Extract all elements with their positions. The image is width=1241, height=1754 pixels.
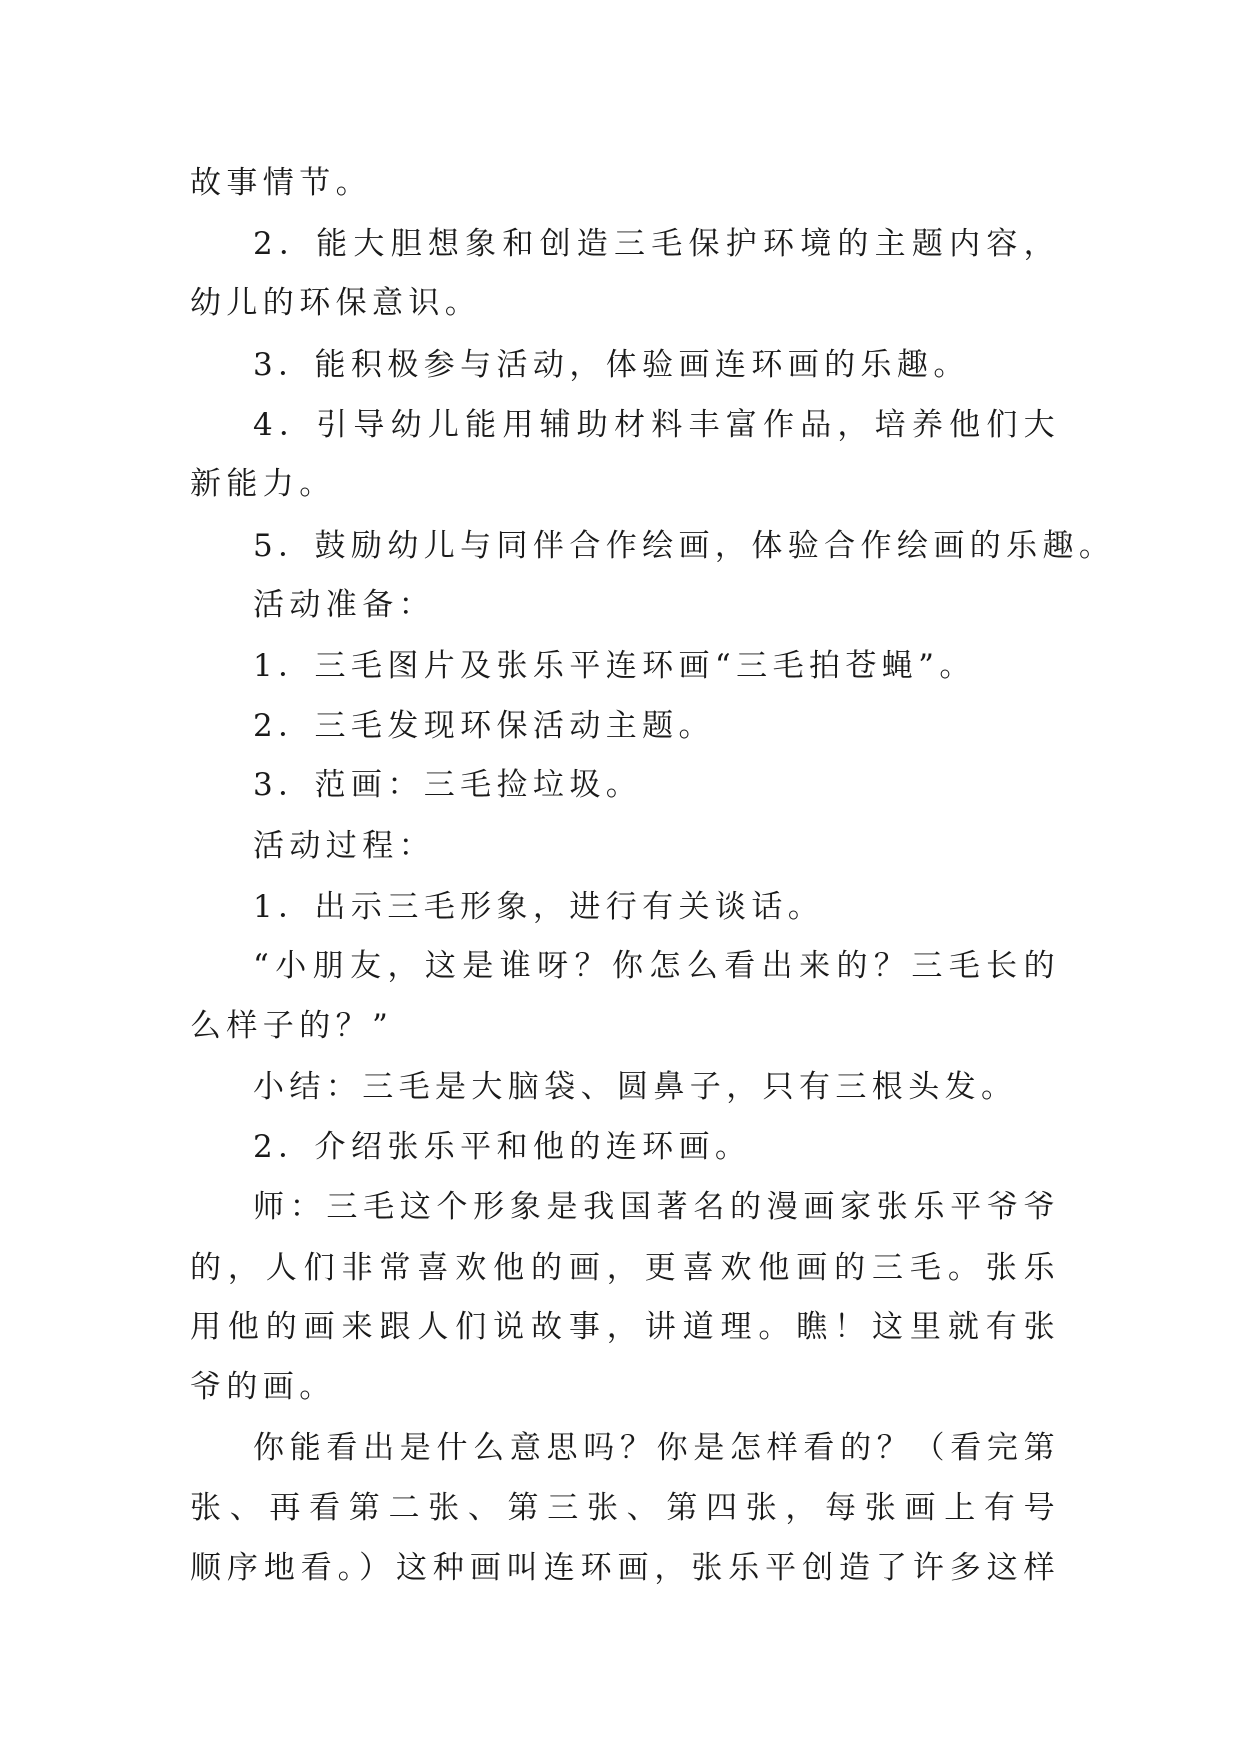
text-line: “小朋友，这是谁呀？你怎么看出来的？三毛长的 [253,948,1060,984]
text-line: 新能力。 [190,466,336,502]
text-line: 你能看出是什么意思吗？你是怎样看的？（看完第 [253,1430,1060,1466]
text-line: 张、再看第二张、第三张、第四张，每张画上有号 [190,1490,1060,1526]
text-line: 顺序地看。）这种画叫连环画，张乐平创造了许多这样 [190,1550,1060,1586]
text-line: 2．介绍张乐平和他的连环画。 [253,1129,752,1165]
text-line: 爷的画。 [190,1369,336,1405]
text-line: 2．三毛发现环保活动主题。 [253,708,715,744]
text-line: 1．三毛图片及张乐平连环画“三毛拍苍蝇”。 [253,648,976,684]
text-line: 2．能大胆想象和创造三毛保护环境的主题内容， [253,226,1060,262]
text-line: 师：三毛这个形象是我国著名的漫画家张乐平爷爷 [253,1189,1060,1225]
text-line: 5．鼓励幼儿与同伴合作绘画，体验合作绘画的乐趣。 [253,528,1116,564]
text-line: 1．出示三毛形象，进行有关谈话。 [253,889,825,925]
section-heading: 活动准备： [253,587,435,623]
text-line: 故事情节。 [190,165,372,201]
text-line: 3．范画：三毛捡垃圾。 [253,767,643,803]
text-line: 么样子的？” [190,1008,394,1044]
text-line: 幼儿的环保意识。 [190,285,482,321]
text-line: 小结：三毛是大脑袋、圆鼻子，只有三根头发。 [253,1069,1018,1105]
section-heading: 活动过程： [253,828,435,864]
text-line: 3．能积极参与活动，体验画连环画的乐趣。 [253,347,970,383]
text-line: 的，人们非常喜欢他的画，更喜欢他画的三毛。张乐 [190,1250,1060,1286]
text-line: 4．引导幼儿能用辅助材料丰富作品，培养他们大 [253,407,1060,443]
text-line: 用他的画来跟人们说故事，讲道理。瞧！这里就有张 [190,1309,1060,1345]
